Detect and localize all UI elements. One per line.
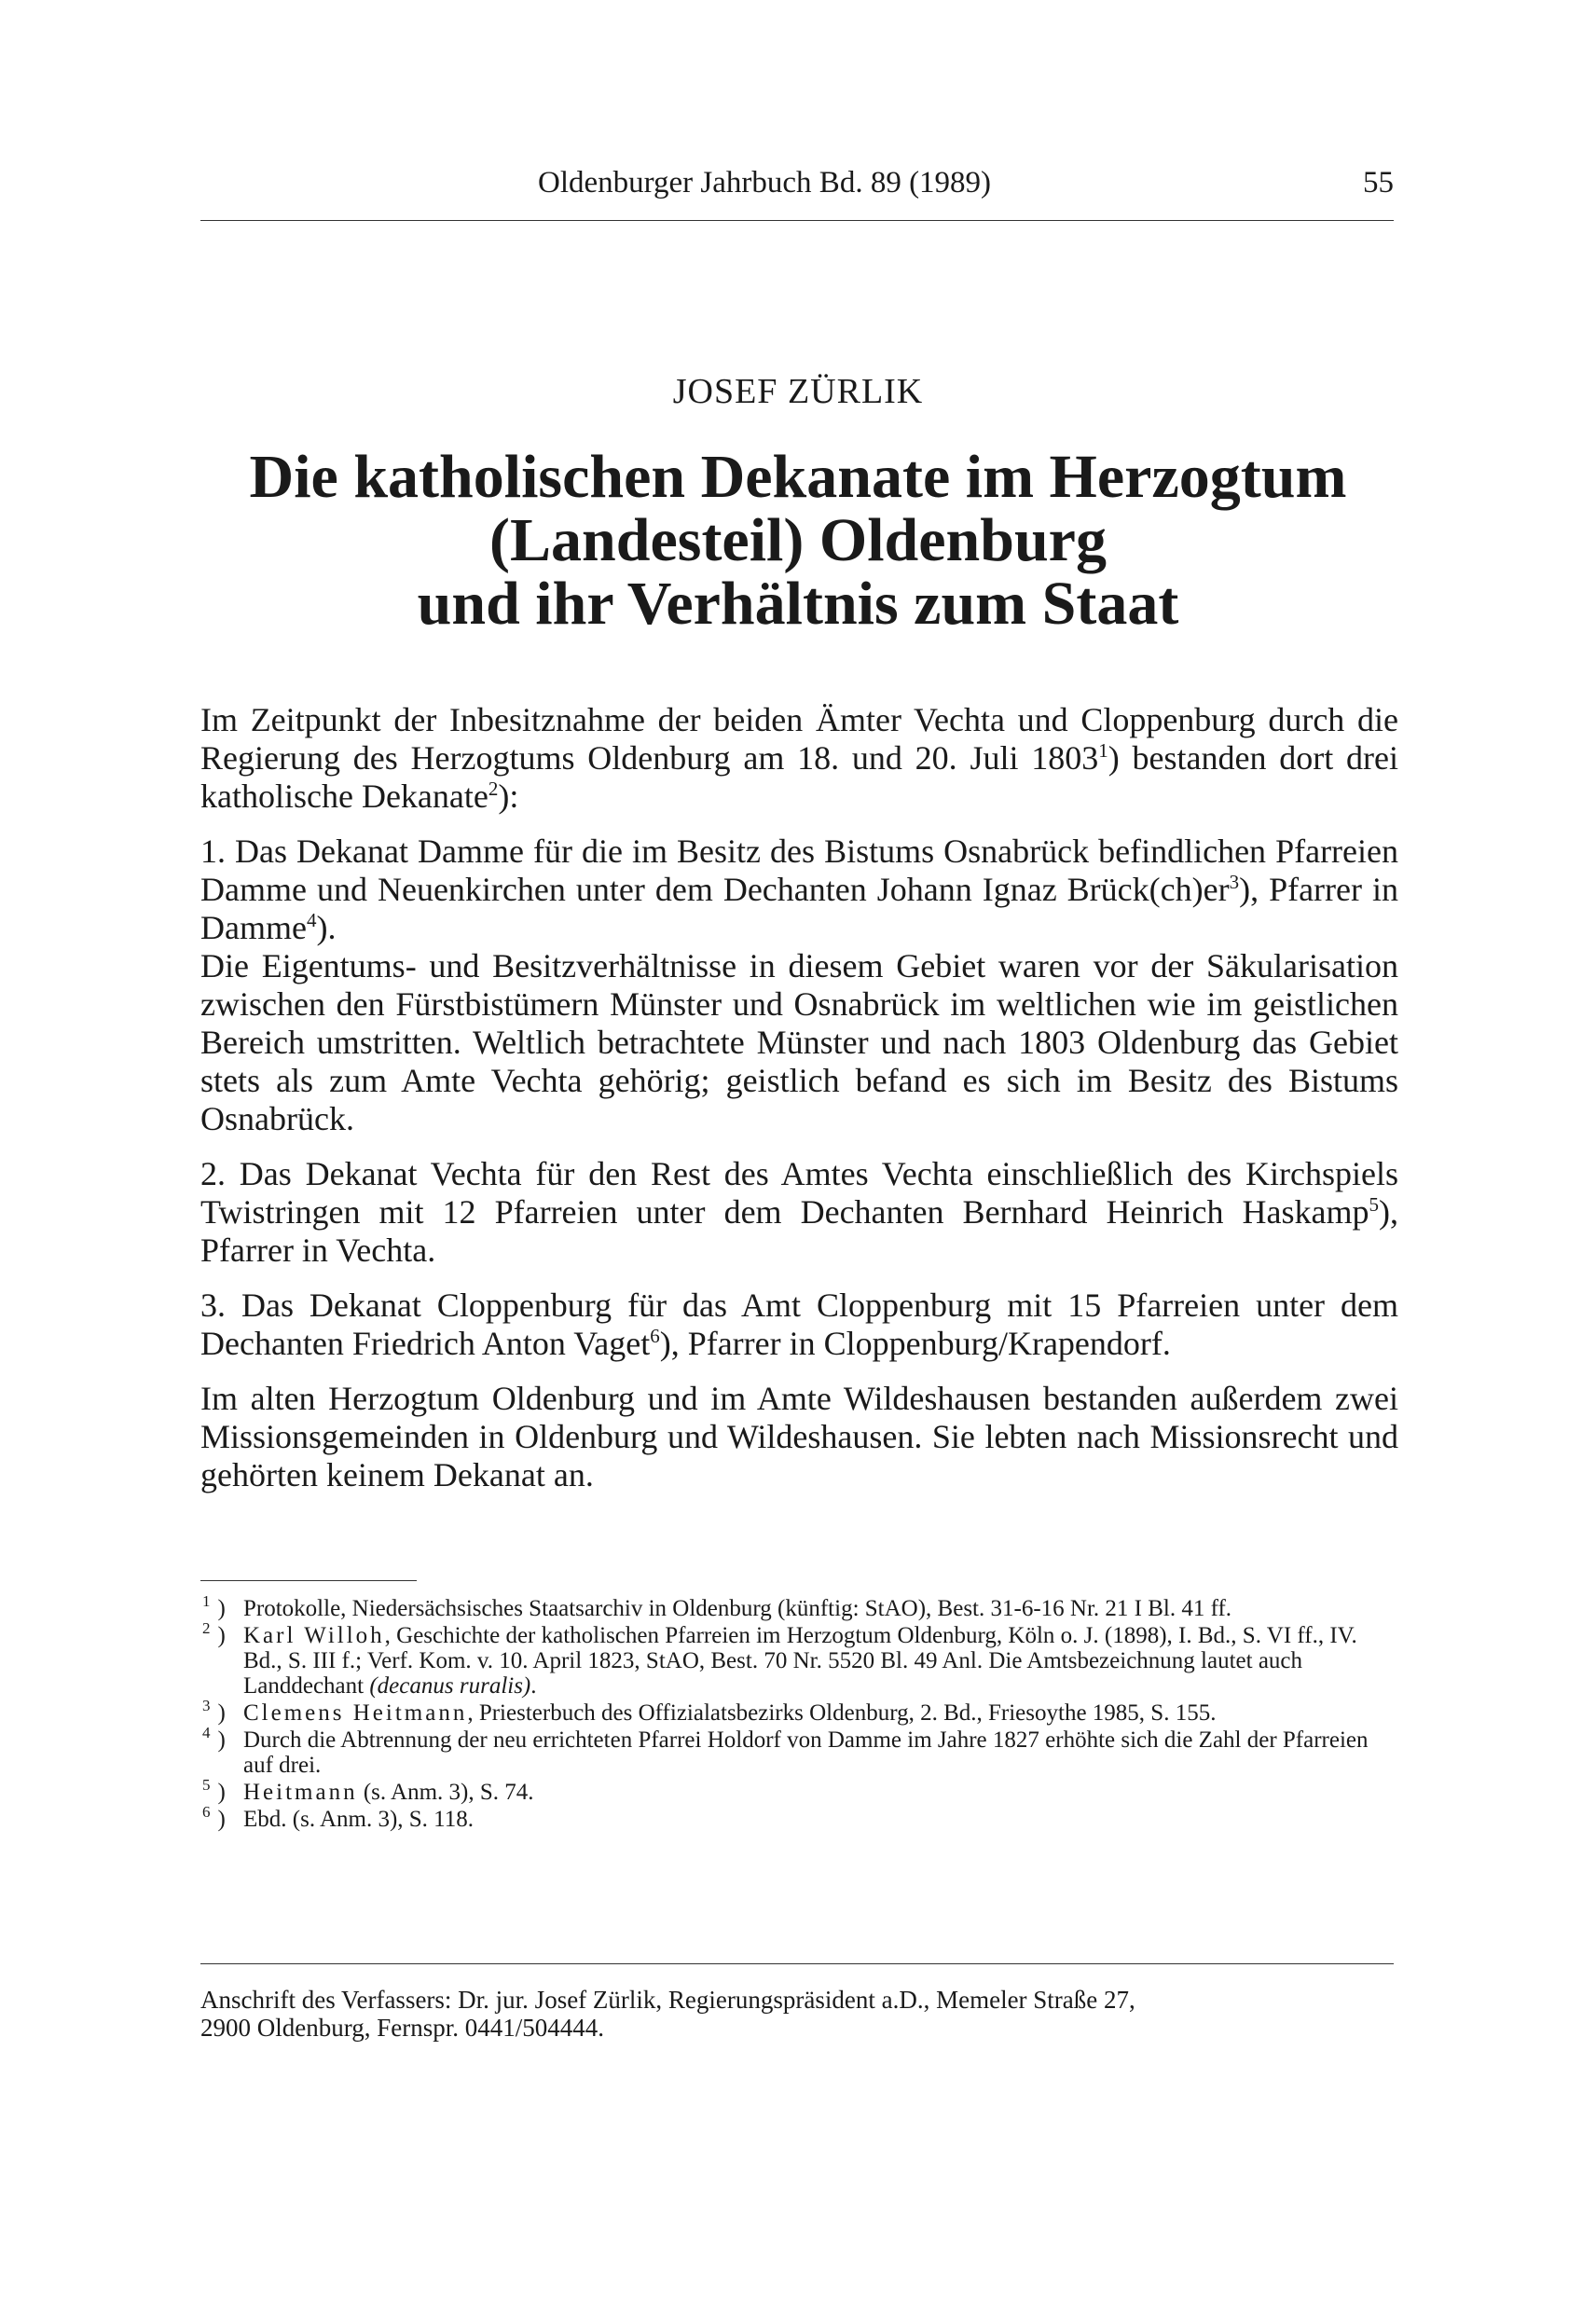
address-line-1: Anschrift des Verfassers: Dr. jur. Josef Zürlik, Regierungspräsident a.D., Memeler Straße 27, [200,1986,1135,2014]
running-head [200,166,1394,213]
footnote: $^6$ ) Ebd. (s. Anm. 3), S. 118. [202,1803,474,1832]
footnote-author: Clemens Heitmann [243,1700,468,1726]
footnote-ref-4[interactable]: 4 [306,909,317,931]
title-line-1: Die katholischen Dekanate im Herzogtum [249,443,1347,511]
footnote: $^3$ ) Clemens Heitmann, Priesterbuch des Offizialatsbezirks Oldenburg, 2. Bd., Friesoythe 1985, S. 155. [202,1697,1217,1726]
footnote: $^5$ ) Heitmann (s. Anm. 3), S. 74. [202,1776,534,1805]
address-line-2: 2900 Oldenburg, Fernspr. 0441/504444. [200,2014,604,2042]
footnote-ref-3[interactable]: 3 [1229,871,1240,893]
footnote: $^1$ ) Protokolle, Niedersächsisches Staatsarchiv in Oldenburg (künftig: StAO), Best. 31-6-16 Nr. 21 I Bl. 41 ff. [202,1592,1232,1621]
footnote-author: Karl Willoh [243,1623,385,1648]
journal-title: Oldenburger Jahrbuch Bd. 89 (1989) [538,166,992,200]
paragraph-closing: Im alten Herzogtum Oldenburg und im Amte Wildeshausen bestanden außerdem zwei Missionsgemeinden in Oldenburg und Wildeshausen. Sie lebten nach Missionsrecht und gehörten keinem Dekanat an. [200,1380,1398,1493]
page-number: 55 [1363,166,1394,200]
paragraph-item-1-continued: Die Eigentums- und Besitzverhältnisse in diesem Gebiet waren vor der Säkularisation zwischen den Fürstbistümern Münster und Osnabrück im weltlichen wie im geistlichen Bereich umstritten. Weltlich betrachtete Münster und nach 1803 Oldenburg das Gebiet stets als zum Amte Vechta gehörig; geistlich befand es sich im Besitz des Bistums Osnabrück. [200,947,1398,1137]
paragraph-item-3: 3. Das Dekanat Cloppenburg für das Amt Cloppenburg mit 15 Pfarreien unter dem Dechanten Friedrich Anton Vaget$^6$), Pfarrer in Cloppenburg/Krapendorf. [200,1287,1398,1362]
footnote-ref-2[interactable]: 2 [488,778,499,800]
footnotes [200,1592,1398,1834]
article-title [0,443,1596,638]
footnote: $^4$ ) Durch die Abtrennung der neu errichteten Pfarrei Holdorf von Damme im Jahre 1827 erhöhte sich die Zahl der Pfarreien auf drei. [202,1724,1369,1778]
title-line-3: und ihr Verhältnis zum Staat [417,570,1179,638]
footnote-author: Heitmann [243,1780,358,1805]
title-line-2: (Landesteil) Oldenburg [489,506,1107,574]
paragraph-item-2: 2. Das Dekanat Vechta für den Rest des Amtes Vechta einschließlich des Kirchspiels Twistringen mit 12 Pfarreien unter dem Dechanten Bernhard Heinrich Haskamp$^5$), Pfarrer in Vechta. [200,1155,1398,1269]
footnote-ref-1[interactable]: 1 [1098,739,1108,762]
author-name: JOSEF ZÜRLIK [672,372,924,411]
footnote: $^2$ ) Karl Willoh, Geschichte der katholischen Pfarreien im Herzogtum Oldenburg, Köln o. J. (1898), I. Bd., S. VI ff., IV. Bd., S. III f.; Verf. Kom. v. 10. April 1823, StAO, Best. 70 Nr. 5520 Bl. 49 Anl. Die Amtsbezeichnung lautet auch Landdechant (decanus ruralis). [202,1619,1357,1699]
paragraph-intro: Im Zeitpunkt der Inbesitznahme der beiden Ämter Vechta und Cloppenburg durch die Regierung des Herzogtums Oldenburg am 18. und 20. Juli 1803$^1$) bestanden dort drei katholische Dekanate$^2$): [200,701,1398,815]
footnote-ref-6[interactable]: 6 [650,1325,660,1347]
header-rule [200,220,1394,221]
paragraph-item-1: 1. Das Dekanat Damme für die im Besitz des Bistums Osnabrück befindlichen Pfarreien Damme und Neuenkirchen unter dem Dechanten Johann Ignaz $Brück(ch)er^3$), Pfarrer in Damme$^4$). [200,833,1399,946]
author-address [200,1986,1398,2042]
footnote-separator [200,1580,417,1581]
footnote-ref-5[interactable]: 5 [1369,1193,1379,1216]
article-body [200,701,1398,1494]
address-separator [200,1963,1394,1964]
